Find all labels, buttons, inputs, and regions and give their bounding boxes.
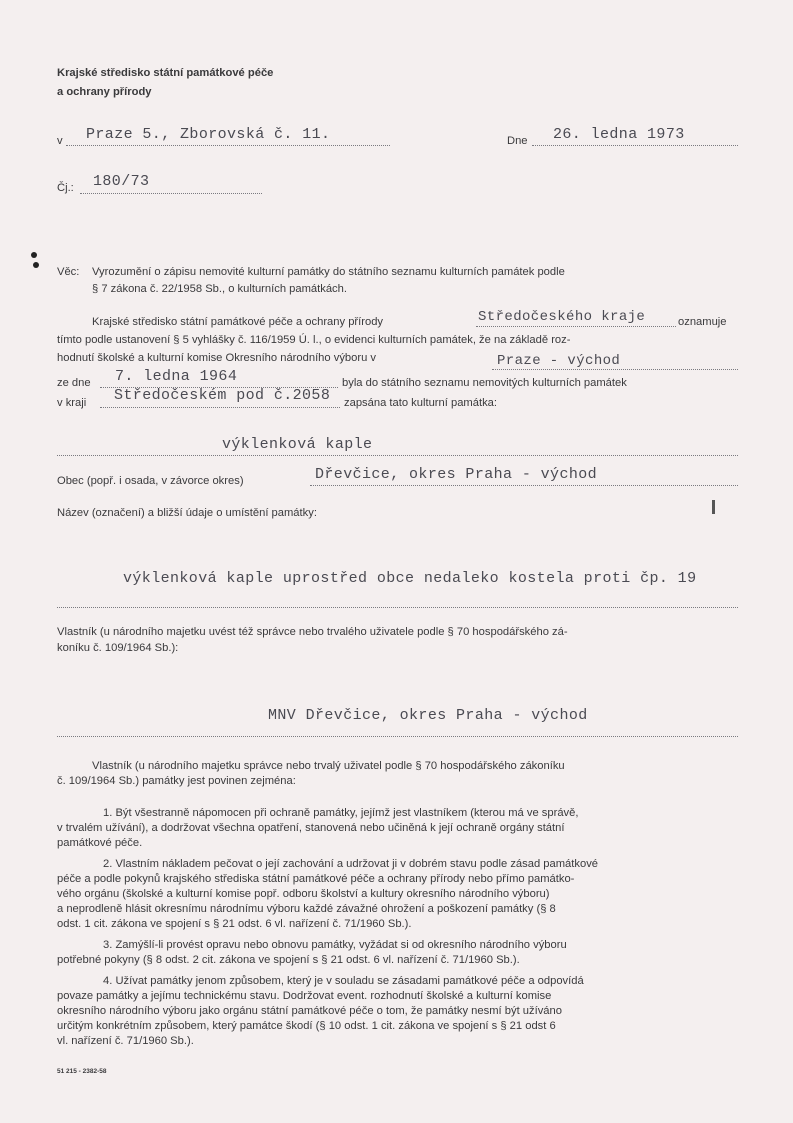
region-dotted-line <box>476 326 676 327</box>
municipality-value: Dřevčice, okres Praha - východ <box>315 466 598 483</box>
monument-name: výklenková kaple <box>222 436 373 453</box>
intro-text-2: tímto podle ustanovení § 5 vyhlášky č. 116/1959 Ú. l., o evidenci kulturních památek, že na základě roz- <box>57 334 571 346</box>
institution-line-1: Krajské středisko státní památkové péče <box>57 67 274 79</box>
intro-text-4a: ze dne <box>57 377 91 389</box>
ref-dotted-line <box>80 193 262 194</box>
intro-text-5b: zapsána tato kulturní památka: <box>344 397 497 409</box>
institution-line-2: a ochrany přírody <box>57 86 152 98</box>
register-dotted-line <box>100 407 340 408</box>
ref-label: Čj.: <box>57 182 74 194</box>
intro-text-4b: byla do státního seznamu nemovitých kulturních památek <box>342 377 627 389</box>
location-label: Název (označení) a bližší údaje o umístění památky: <box>57 507 317 519</box>
duty-4-line-1: 4. Užívat památky jenom způsobem, který je v souladu se zásadami památkové péče a odpovídá <box>103 975 584 987</box>
district-dotted-line <box>492 369 738 370</box>
duty-1-line-2: v trvalém užívání), a dodržovat všechna opatření, stanovená nebo učiněná k její ochraně orgány státní <box>57 822 565 834</box>
duty-2-line-3: vého orgánu (školské a kulturní komise popř. odboru školství a kultury okresního národního výboru) <box>57 888 550 900</box>
punch-hole-mark <box>33 262 39 268</box>
subject-line-2: § 7 zákona č. 22/1958 Sb., o kulturních památkách. <box>92 283 347 295</box>
intro-district-value: Praze - východ <box>497 353 621 369</box>
subject-label: Věc: <box>57 266 80 278</box>
duty-3-line-1: 3. Zamýšlí-li provést opravu nebo obnovu památky, vyžádat si od okresního národního výboru <box>103 939 567 951</box>
duty-2-line-2: péče a podle pokynů krajského střediska státní památkové péče a ochrany přírody nebo přímo památko- <box>57 873 575 885</box>
place-dotted-line <box>66 145 390 146</box>
location-dotted-line <box>57 607 738 608</box>
duty-2-line-4: a neprodleně hlásit okresnímu národnímu výboru každé závažné ohrožení a poškození památky (§ 8 <box>57 903 556 915</box>
intro-text-5a: v kraji <box>57 397 87 409</box>
duty-3-line-2: potřebné pokyny (§ 8 odst. 2 cit. zákona ve spojení s § 21 odst. 6 vl. nařízení č. 71/1960 Sb.). <box>57 954 520 966</box>
register-number-value: Středočeském pod č.2058 <box>114 387 331 404</box>
duty-2-line-1: 2. Vlastním nákladem pečovat o její zachování a udržovat ji v dobrém stavu podle zásad památkové <box>103 858 599 870</box>
place-value: Praze 5., Zborovská č. 11. <box>86 126 331 143</box>
municipality-dotted-line <box>310 485 738 486</box>
owner-dotted-line <box>57 736 738 737</box>
place-label: v <box>57 135 63 147</box>
punch-hole-mark <box>31 252 37 258</box>
municipality-label: Obec (popř. i osada, v závorce okres) <box>57 475 244 487</box>
location-value: výklenková kaple uprostřed obce nedaleko kostela proti čp. 19 <box>123 570 697 587</box>
form-code: 51 215 - 2382-58 <box>57 1068 107 1075</box>
intro-text-1b: oznamuje <box>678 316 727 328</box>
duty-4-line-5: vl. nařízení č. 71/1960 Sb.). <box>57 1035 194 1047</box>
date-value: 26. ledna 1973 <box>553 126 685 143</box>
subject-line-1: Vyrozumění o zápisu nemovité kulturní památky do státního seznamu kulturních památek podle <box>92 266 565 278</box>
duty-4-line-3: okresního národního výboru jako orgánu státní památkové péče o tom, že památky nesmí být užíváno <box>57 1005 562 1017</box>
decision-date-value: 7. ledna 1964 <box>115 368 238 385</box>
duty-4-line-4: určitým konkrétním způsobem, který památce škodí (§ 10 odst. 1 cit. zákona ve spojení s § 21 odst 6 <box>57 1020 556 1032</box>
owner-value: MNV Dřevčice, okres Praha - východ <box>268 707 588 724</box>
duty-1-line-1: 1. Být všestranně nápomocen při ochraně památky, jejímž jest vlastníkem (kterou má ve správě, <box>103 807 579 819</box>
ink-mark <box>712 500 715 514</box>
duty-1-line-3: památkové péče. <box>57 837 143 849</box>
owner-label-1: Vlastník (u národního majetku uvést též správce nebo trvalého uživatele podle § 70 hospodářského zá- <box>57 626 568 638</box>
duty-4-line-2: povaze památky a jejímu technickému stavu. Dodržovat event. rozhodnutí školské a kulturní komise <box>57 990 552 1002</box>
duty-2-line-5: odst. 1 cit. zákona ve spojení s § 21 odst. 6 vl. nařízení č. 71/1960 Sb.). <box>57 918 412 930</box>
duties-intro-2: č. 109/1964 Sb.) památky jest povinen zejména: <box>57 775 296 787</box>
intro-text-3a: hodnutí školské a kulturní komise Okresního národního výboru v <box>57 352 377 364</box>
ref-value: 180/73 <box>93 173 150 190</box>
date-dotted-line <box>532 145 738 146</box>
duties-intro-1: Vlastník (u národního majetku správce nebo trvalý uživatel podle § 70 hospodářského zákoníku <box>92 760 565 772</box>
intro-text-1a: Krajské středisko státní památkové péče a ochrany přírody <box>92 316 384 328</box>
owner-label-2: koníku č. 109/1964 Sb.): <box>57 642 179 654</box>
date-label: Dne <box>507 135 528 147</box>
monument-dotted-line <box>57 455 738 456</box>
intro-region-value: Středočeského kraje <box>478 309 646 325</box>
